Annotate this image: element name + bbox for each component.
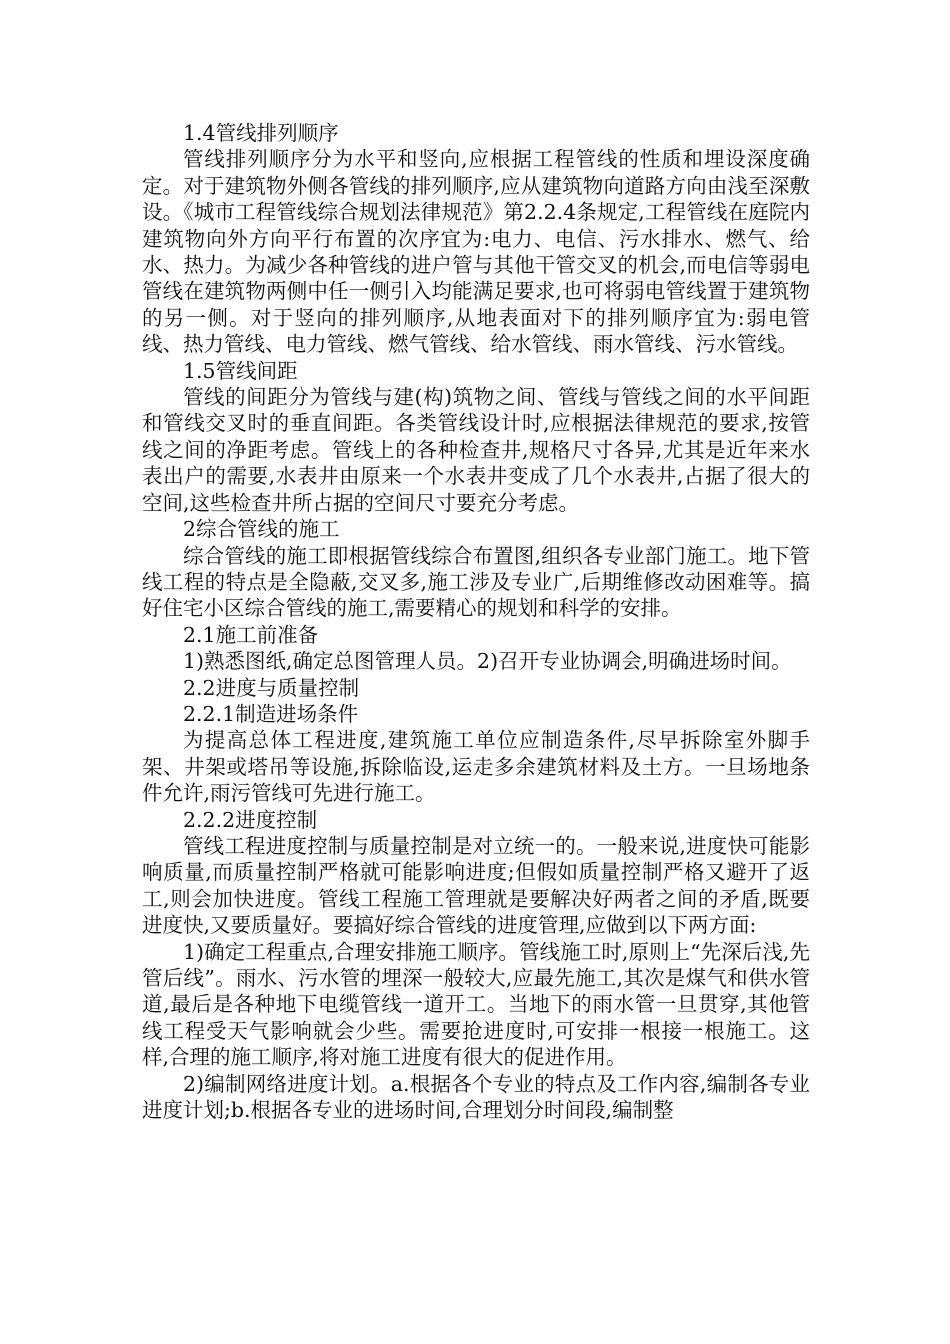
paragraph-site-conditions: 为提高总体工程进度,建筑施工单位应制造条件,尽早拆除室外脚手架、井架或塔吊等设施,拆除临设,运走多余建筑材料及土方。一旦场地条件允许,雨污管线可先进行施工。 [142, 728, 810, 806]
paragraph-network-plan: 2)编制网络进度计划。a.根据各个专业的特点及工作内容,编制各专业进度计划;b.根据各专业的进场时间,合理划分时间段,编制整 [142, 1071, 810, 1123]
paragraph-arrangement-order: 管线排列顺序分为水平和竖向,应根据工程管线的性质和埋设深度确定。对于建筑物外侧各管线的排列顺序,应从建筑物向道路方向由浅至深敷设。《城市工程管线综合规划法律规范》第2.2.4条规定,工程管线在庭院内建筑物向外方向平行布置的次序宜为:电力、电信、污水排水、燃气、给水、热力。为减少各种管线的进户管与其他干管交叉的机会,而电信等弱电管线在建筑物两侧中任一侧引入均能满足要求,也可将弱电管线置于建筑物的另一侧。对于竖向的排列顺序,从地表面对下的排列顺序宜为:弱电管线、热力管线、电力管线、燃气管线、给水管线、雨水管线、污水管线。 [142, 147, 810, 357]
paragraph-construction-sequence: 1)确定工程重点,合理安排施工顺序。管线施工时,原则上“先深后浅,先管后线”。雨水、污水管的埋深一般较大,应最先施工,其次是煤气和供水管道,最后是各种地下电缆管线一道开工。当地下的雨水管一旦贯穿,其他管线工程受天气影响就会少些。需要抢进度时,可安排一根接一根施工。这样,合理的施工顺序,将对施工进度有很大的促进作用。 [142, 939, 810, 1070]
heading-2-2-2: 2.2.2进度控制 [183, 807, 318, 832]
heading-2-2: 2.2进度与质量控制 [183, 675, 360, 700]
paragraph-construction-intro: 综合管线的施工即根据管线综合布置图,组织各专业部门施工。地下管线工程的特点是全隐蔽,交叉多,施工涉及专业广,后期维修改动困难等。搞好住宅小区综合管线的施工,需要精心的规划和科学的安排。 [142, 543, 810, 621]
heading-1-4: 1.4管线排列顺序 [183, 121, 339, 145]
paragraph-preparation: 1)熟悉图纸,确定总图管理人员。2)召开专业协调会,明确进场时间。 [183, 649, 792, 674]
heading-1-5: 1.5管线间距 [183, 358, 298, 383]
heading-2: 2综合管线的施工 [183, 517, 340, 542]
heading-2-1: 2.1施工前准备 [183, 622, 319, 647]
document-body [142, 120, 810, 1123]
heading-2-2-1: 2.2.1制造进场条件 [183, 701, 359, 726]
paragraph-progress-control: 管线工程进度控制与质量控制是对立统一的。一般来说,进度快可能影响质量,而质量控制严格就可能影响进度;但假如质量控制严格又避开了返工,则会加快进度。管线工程施工管理就是要解决好两者之间的矛盾,既要进度快,又要质量好。要搞好综合管线的进度管理,应做到以下两方面: [142, 833, 810, 938]
paragraph-pipeline-spacing: 管线的间距分为管线与建(构)筑物之间、管线与管线之间的水平间距和管线交叉时的垂直间距。各类管线设计时,应根据法律规范的要求,按管线之间的净距考虑。管线上的各种检查井,规格尺寸各异,尤其是近年来水表出户的需要,水表井由原来一个水表井变成了几个水表井,占据了很大的空间,这些检查井所占据的空间尺寸要充分考虑。 [142, 385, 810, 515]
